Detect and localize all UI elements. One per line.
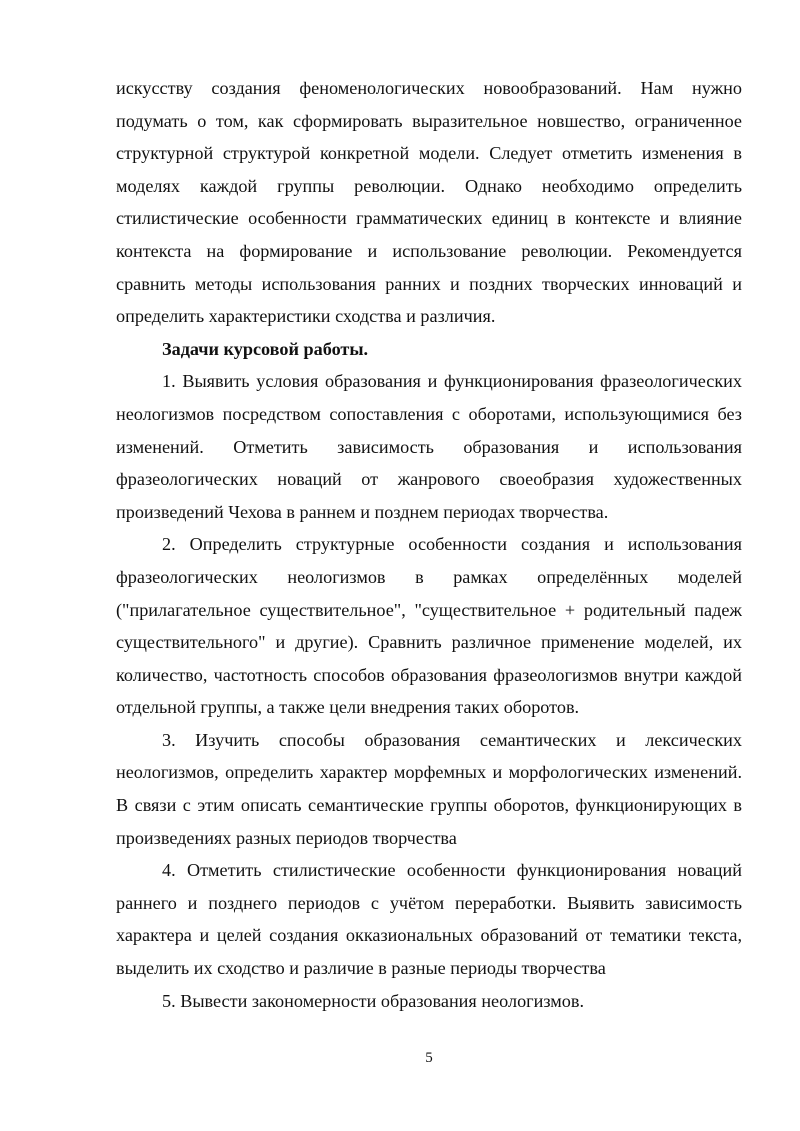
page-number: 5 [425, 1050, 433, 1066]
document-body [116, 72, 742, 1017]
task-item-5: 5. Вывести закономерности образования неологизмов. [162, 990, 585, 1011]
task-item-3: 3. Изучить способы образования семантических и лексических неологизмов, определить характер морфемных и морфологических изменений. В связи с этим описать семантические группы оборотов, функционирующих в произведениях разных периодов творчества [116, 729, 742, 848]
intro-paragraph: искусству создания феноменологических новообразований. Нам нужно подумать о том, как сформировать выразительное новшество, ограниченное структурной структурой конкретной модели. Следует отметить изменения в моделях каждой группы революции. Однако необходимо определить стилистические особенности грамматических единиц в контексте и влияние контекста на формирование и использование революции. Рекомендуется сравнить методы использования ранних и поздних творческих инноваций и определить характеристики сходства и различия. [116, 78, 742, 327]
task-item-1: 1. Выявить условия образования и функционирования фразеологических неологизмов посредством сопоставления с оборотами, использующимися без изменений. Отметить зависимость образования и использования фразеологических новаций от жанрового своеобразия художественных произведений Чехова в раннем и позднем периодах творчества. [116, 371, 742, 522]
task-item-4: 4. Отметить стилистические особенности функционирования новаций раннего и позднего периодов с учётом переработки. Выявить зависимость характера и целей создания окказиональных образований от тематики текста, выделить их сходство и различие в разные периоды творчества [116, 860, 742, 979]
task-item-2: 2. Определить структурные особенности создания и использования фразеологических неологизмов в рамках определённых моделей ("прилагательное существительное", "существительное + родительный падеж существительного" и другие). Сравнить различное применение моделей, их количество, частотность способов образования фразеологизмов внутри каждой отдельной группы, а также цели внедрения таких оборотов. [116, 534, 742, 718]
section-heading: Задачи курсовой работы. [162, 338, 369, 359]
